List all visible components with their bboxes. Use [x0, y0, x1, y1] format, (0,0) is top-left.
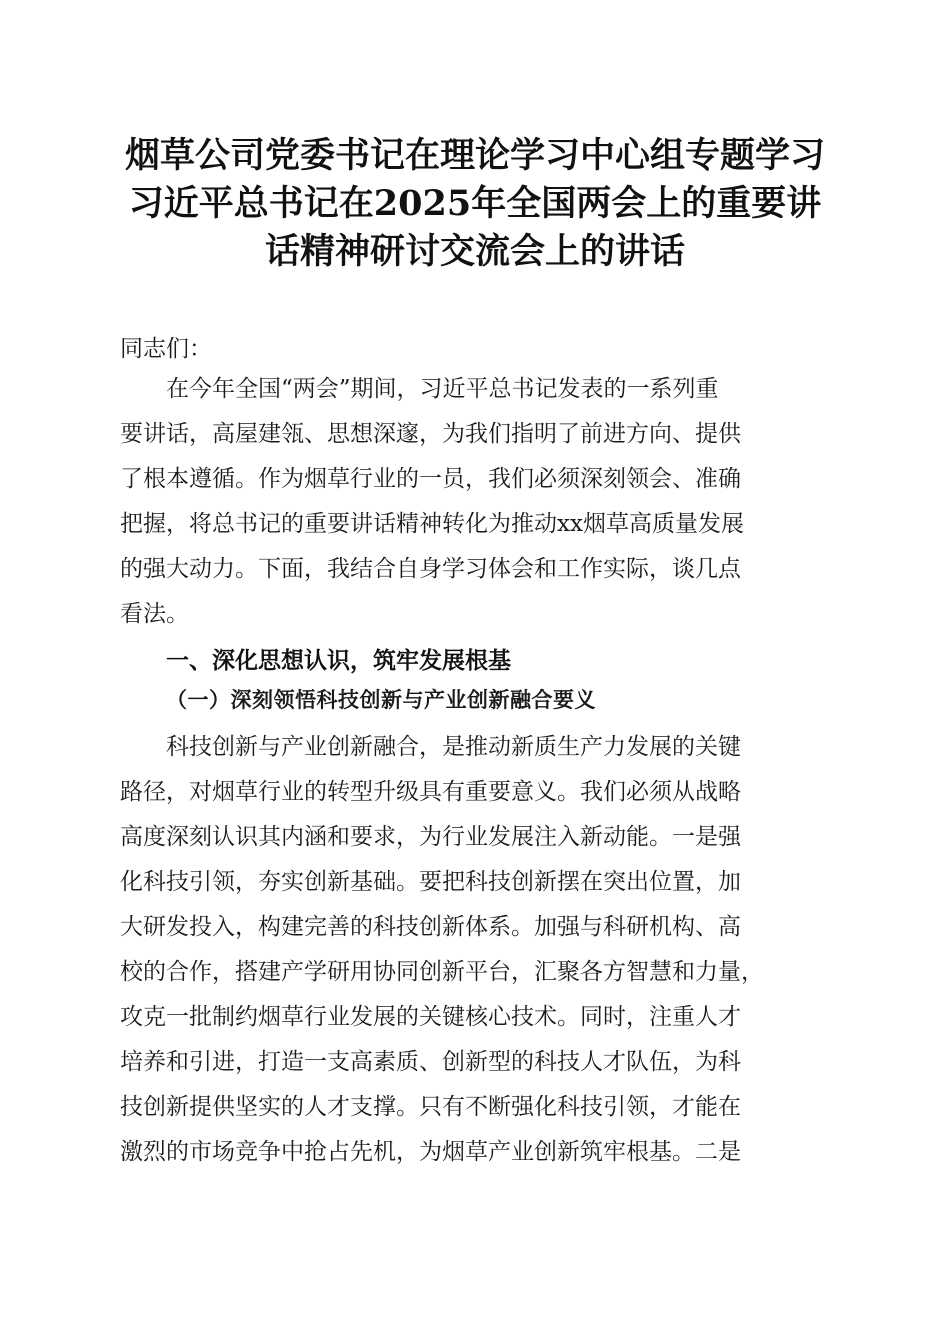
paragraph-line: 攻克一批制约烟草行业发展的关键核心技术。同时，注重人才 — [120, 1004, 741, 1030]
paragraph-line: 校的合作，搭建产学研用协同创新平台，汇聚各方智慧和力量， — [120, 959, 764, 985]
paragraph-line: 激烈的市场竞争中抢占先机，为烟草产业创新筑牢根基。二是 — [120, 1139, 741, 1165]
paragraph-line: 看法。 — [120, 601, 189, 627]
paragraph-line: 化科技引领，夯实创新基础。要把科技创新摆在突出位置，加 — [120, 869, 741, 895]
paragraph-line: 路径，对烟草行业的转型升级具有重要意义。我们必须从战略 — [120, 779, 741, 805]
paragraph-line: 高度深刻认识其内涵和要求，为行业发展注入新动能。一是强 — [120, 824, 741, 850]
paragraph-line: 技创新提供坚实的人才支撑。只有不断强化科技引领，才能在 — [120, 1094, 741, 1120]
paragraph-line: 培养和引进，打造一支高素质、创新型的科技人才队伍，为科 — [120, 1049, 741, 1075]
title-line-1: 烟草公司党委书记在理论学习中心组专题学习 — [124, 135, 825, 176]
paragraph-line: 在今年全国“两会”期间，习近平总书记发表的一系列重 — [166, 376, 719, 402]
paragraph-line: 科技创新与产业创新融合，是推动新质生产力发展的关键 — [166, 734, 741, 760]
subsection-heading: （一）深刻领悟科技创新与产业创新融合要义 — [166, 687, 596, 712]
salutation: 同志们： — [120, 336, 212, 362]
document-title — [100, 132, 850, 276]
paragraph-line: 的强大动力。下面，我结合自身学习体会和工作实际，谈几点 — [120, 556, 741, 582]
paragraph-line: 了根本遵循。作为烟草行业的一员，我们必须深刻领会、准确 — [120, 466, 741, 492]
section-heading: 一、深化思想认识，筑牢发展根基 — [166, 648, 511, 674]
title-line-3: 话精神研讨交流会上的讲话 — [264, 231, 685, 272]
title-line-2: 习近平总书记在2025年全国两会上的重要讲 — [128, 183, 822, 224]
paragraph-line: 大研发投入，构建完善的科技创新体系。加强与科研机构、高 — [120, 914, 741, 940]
paragraph-line: 要讲话，高屋建瓴、思想深邃，为我们指明了前进方向、提供 — [120, 421, 741, 447]
paragraph-line: 把握，将总书记的重要讲话精神转化为推动xx烟草高质量发展 — [120, 511, 744, 537]
